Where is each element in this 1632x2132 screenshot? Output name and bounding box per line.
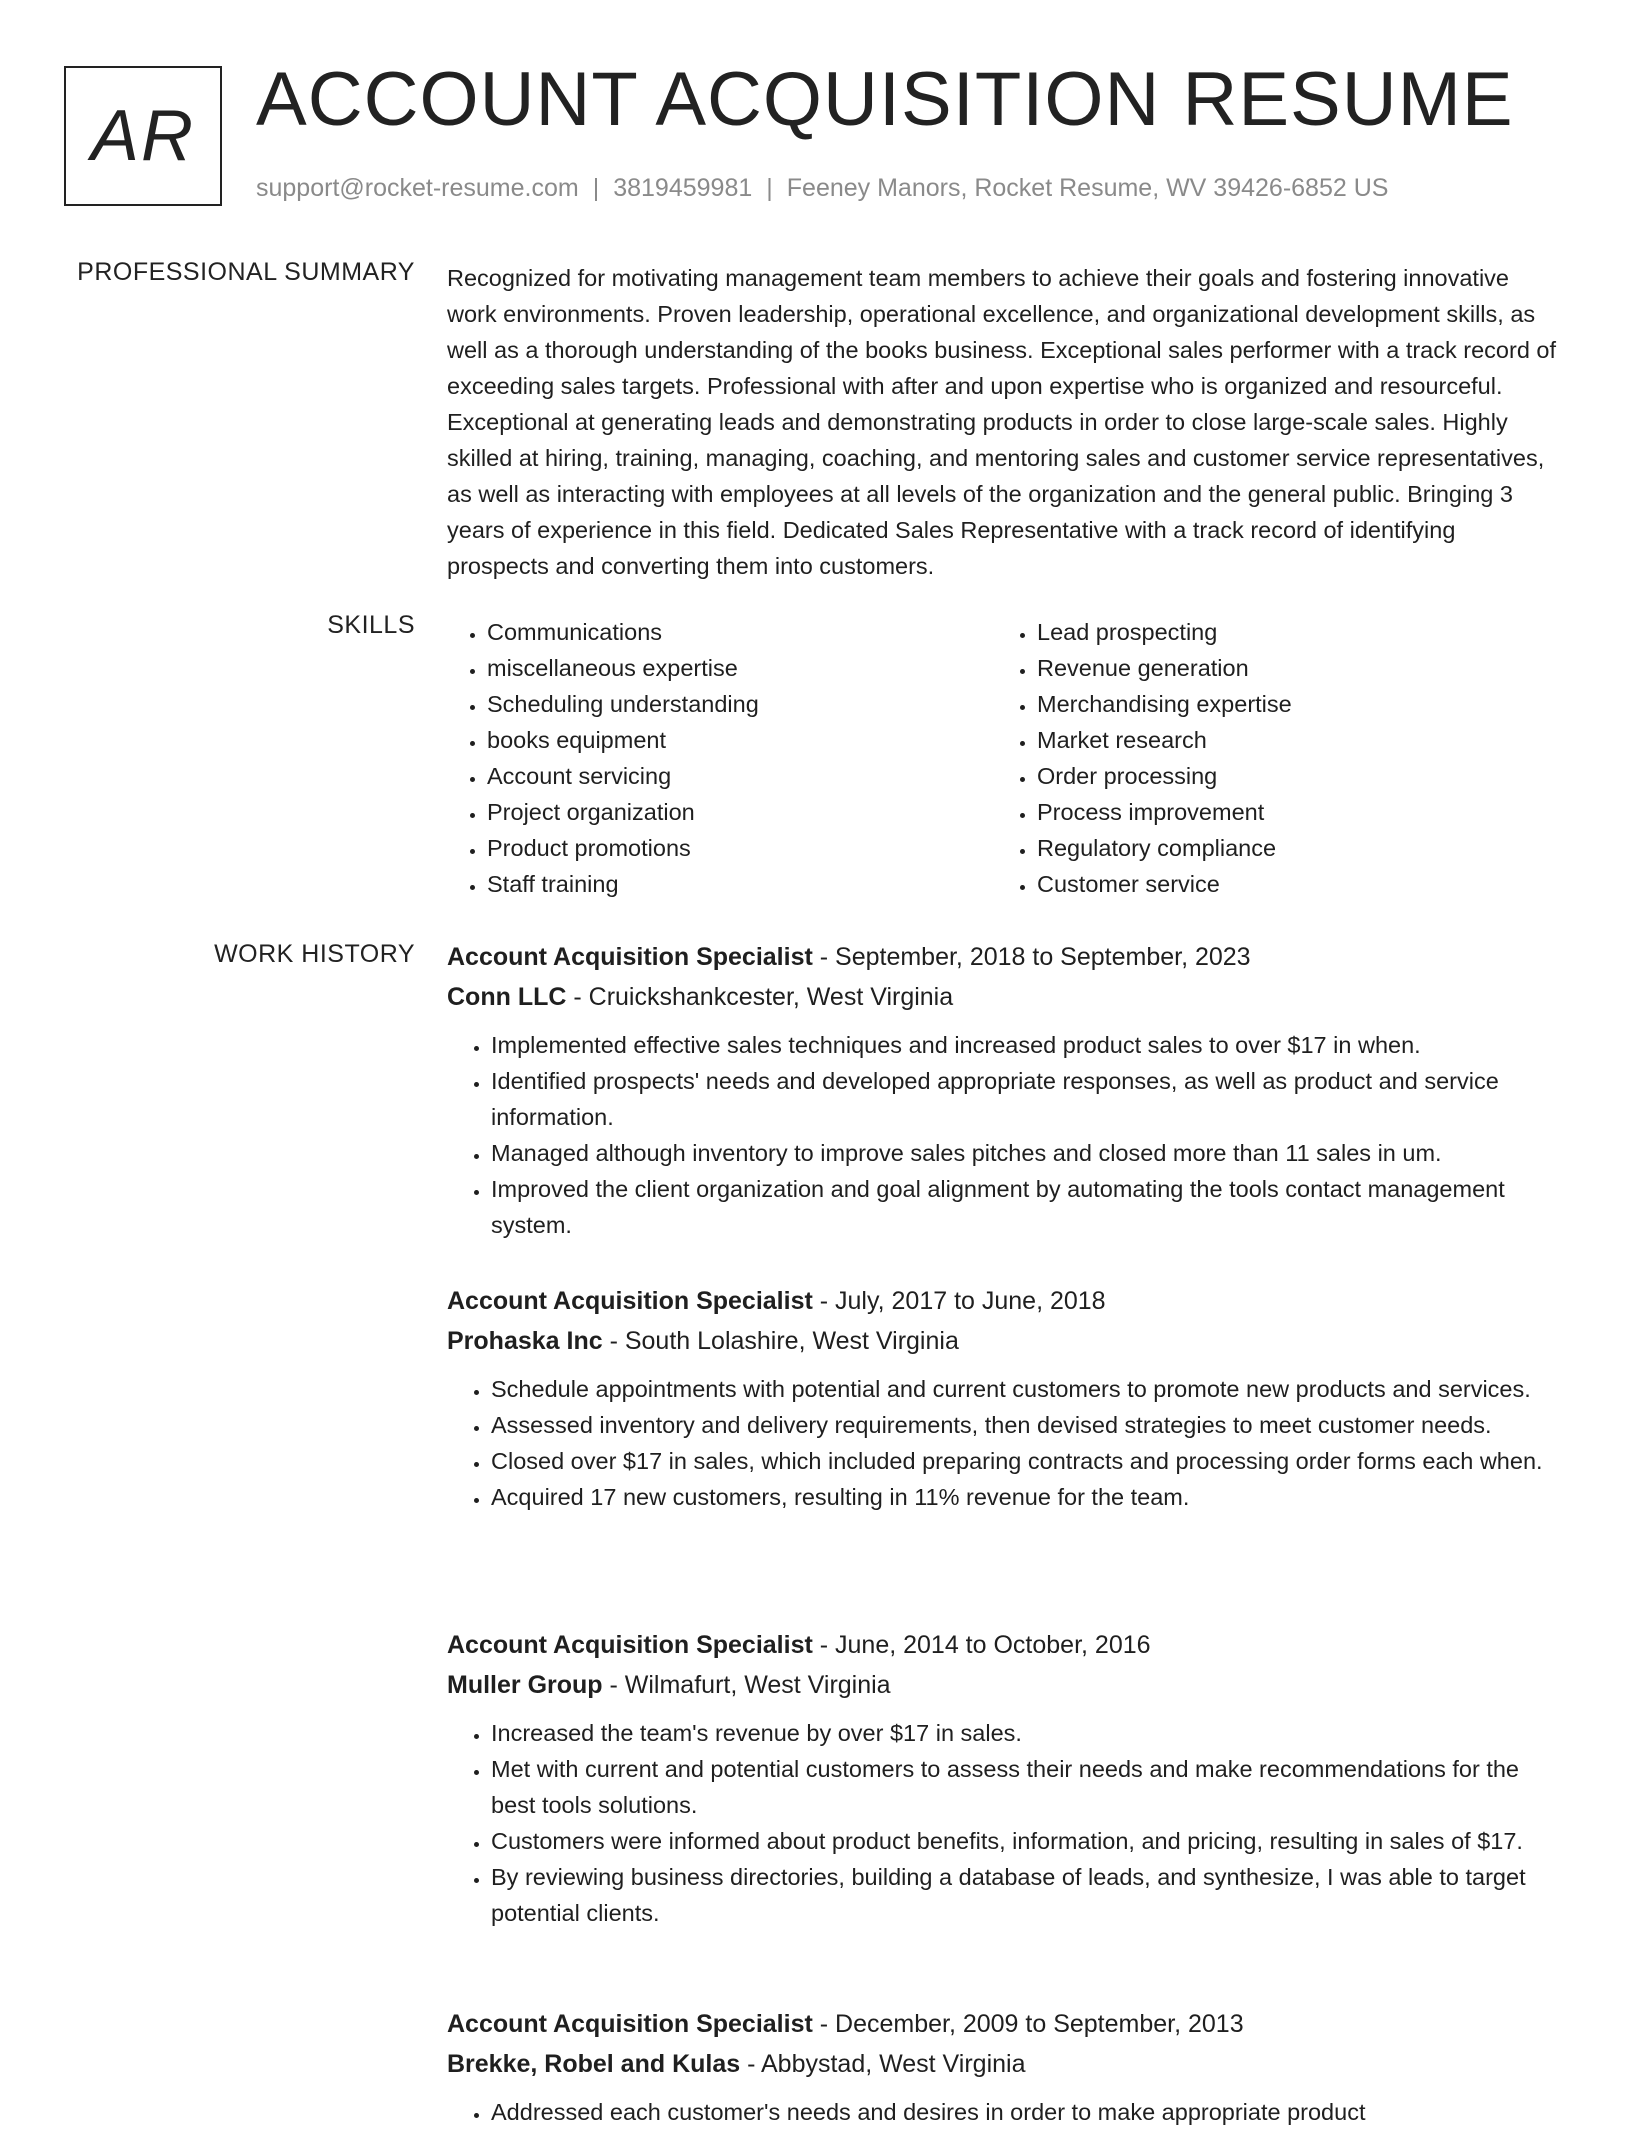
job-dates: - June, 2014 to October, 2016 bbox=[812, 1631, 1151, 1659]
resume-title: ACCOUNT ACQUISITION RESUME bbox=[256, 57, 1514, 142]
skill-item: • Scheduling understanding bbox=[487, 686, 759, 722]
job-company: Conn LLC bbox=[447, 983, 567, 1011]
skill-item: • Market research bbox=[1037, 722, 1292, 758]
contact-phone[interactable]: 3819459981 bbox=[613, 174, 753, 202]
job-dates: - September, 2018 to September, 2023 bbox=[812, 943, 1251, 971]
section-label-work-history: WORK HISTORY bbox=[214, 940, 415, 968]
job-location: - Cruickshankcester, West Virginia bbox=[566, 983, 954, 1011]
job-title: Account Acquisition Specialist bbox=[447, 1287, 813, 1315]
skill-item: • Order processing bbox=[1037, 758, 1292, 794]
section-label-summary: PROFESSIONAL SUMMARY bbox=[77, 258, 415, 286]
job-bullets bbox=[447, 2094, 1567, 2130]
job-entry bbox=[447, 937, 1567, 1243]
skill-item: • Customer service bbox=[1037, 866, 1292, 902]
job-bullet: • Addressed each customer's needs and desires in order to make appropriate product bbox=[491, 2094, 1567, 2130]
job-company: Brekke, Robel and Kulas bbox=[447, 2050, 741, 2078]
skill-item: • Merchandising expertise bbox=[1037, 686, 1292, 722]
job-bullet: • Acquired 17 new customers, resulting in 11% revenue for the team. bbox=[491, 1479, 1567, 1515]
job-company-line bbox=[447, 1321, 1567, 1361]
job-entry bbox=[447, 1625, 1567, 1931]
job-company-line bbox=[447, 1665, 1567, 1705]
skill-item: • Product promotions bbox=[487, 830, 759, 866]
job-company: Prohaska Inc bbox=[447, 1327, 603, 1355]
skill-item: • Account servicing bbox=[487, 758, 759, 794]
job-dates: - July, 2017 to June, 2018 bbox=[812, 1287, 1106, 1315]
skills-list-left bbox=[443, 614, 759, 902]
job-bullet: • Identified prospects' needs and developed appropriate responses, as well as product and service information. bbox=[491, 1063, 1567, 1135]
job-title: Account Acquisition Specialist bbox=[447, 943, 813, 971]
section-label-skills: SKILLS bbox=[327, 611, 415, 639]
job-company-line bbox=[447, 977, 1567, 1017]
job-title-line bbox=[447, 1625, 1567, 1665]
job-location: - Wilmafurt, West Virginia bbox=[602, 1671, 891, 1699]
job-bullet: • Implemented effective sales techniques and increased product sales to over $17 in when. bbox=[491, 1027, 1567, 1063]
contact-line bbox=[256, 174, 1388, 203]
job-bullet: • Increased the team's revenue by over $17 in sales. bbox=[491, 1715, 1567, 1751]
skill-item: • Regulatory compliance bbox=[1037, 830, 1292, 866]
skill-item: • Lead prospecting bbox=[1037, 614, 1292, 650]
job-bullets bbox=[447, 1371, 1567, 1515]
job-bullet: • Improved the client organization and goal alignment by automating the tools contact management system. bbox=[491, 1171, 1567, 1243]
job-bullet: • Closed over $17 in sales, which included preparing contracts and processing order forms each when. bbox=[491, 1443, 1567, 1479]
job-title: Account Acquisition Specialist bbox=[447, 1631, 813, 1659]
skill-item: • Process improvement bbox=[1037, 794, 1292, 830]
skill-item: • Revenue generation bbox=[1037, 650, 1292, 686]
monogram-box bbox=[64, 66, 222, 206]
job-bullet: • Managed although inventory to improve sales pitches and closed more than 11 sales in um. bbox=[491, 1135, 1567, 1171]
contact-email[interactable]: support@rocket-resume.com bbox=[256, 174, 579, 202]
job-bullet: • Schedule appointments with potential and current customers to promote new products and services. bbox=[491, 1371, 1567, 1407]
skill-item: • books equipment bbox=[487, 722, 759, 758]
skill-item: • Communications bbox=[487, 614, 759, 650]
job-title: Account Acquisition Specialist bbox=[447, 2010, 813, 2038]
job-company-line bbox=[447, 2044, 1567, 2084]
job-title-line bbox=[447, 937, 1567, 977]
job-bullet: • By reviewing business directories, building a database of leads, and synthesize, I was able to target potential clients. bbox=[491, 1859, 1567, 1931]
job-entry bbox=[447, 2004, 1567, 2130]
skill-item: • Project organization bbox=[487, 794, 759, 830]
job-title-line bbox=[447, 1281, 1567, 1321]
contact-address: Feeney Manors, Rocket Resume, WV 39426-6852 US bbox=[786, 174, 1389, 202]
skills-list-right bbox=[993, 614, 1292, 902]
job-entry bbox=[447, 1281, 1567, 1515]
job-bullets bbox=[447, 1715, 1567, 1931]
monogram-initials: AR bbox=[90, 96, 196, 176]
job-company: Muller Group bbox=[447, 1671, 603, 1699]
job-bullet: • Customers were informed about product benefits, information, and pricing, resulting in sales of $17. bbox=[491, 1823, 1567, 1859]
job-bullet: • Met with current and potential customers to assess their needs and make recommendations for the best tools solutions. bbox=[491, 1751, 1567, 1823]
job-bullet: • Assessed inventory and delivery requirements, then devised strategies to meet customer needs. bbox=[491, 1407, 1567, 1443]
contact-separator: | bbox=[592, 174, 600, 202]
job-bullets bbox=[447, 1027, 1567, 1243]
job-location: - South Lolashire, West Virginia bbox=[602, 1327, 959, 1355]
job-location: - Abbystad, West Virginia bbox=[740, 2050, 1026, 2078]
contact-separator: | bbox=[766, 174, 773, 202]
job-dates: - December, 2009 to September, 2013 bbox=[812, 2010, 1244, 2038]
skill-item: • miscellaneous expertise bbox=[487, 650, 759, 686]
skill-item: • Staff training bbox=[487, 866, 759, 902]
professional-summary: Recognized for motivating management team members to achieve their goals and fostering innovative work environments. Proven leadership, operational excellence, and organizational development skills, as well as a thorough understanding of the books business. Exceptional sales performer with a track record of exceeding sales targets. Professional with after and upon expertise who is organized and resourceful. Exceptional at generating leads and demonstrating products in order to close large-scale sales. Highly skilled at hiring, training, managing, coaching, and mentoring sales and customer service representatives, as well as interacting with employees at all levels of the organization and the general public. Bringing 3 years of experience in this field. Dedicated Sales Representative with a track record of identifying prospects and converting them into customers. bbox=[447, 265, 1557, 579]
job-title-line bbox=[447, 2004, 1567, 2044]
